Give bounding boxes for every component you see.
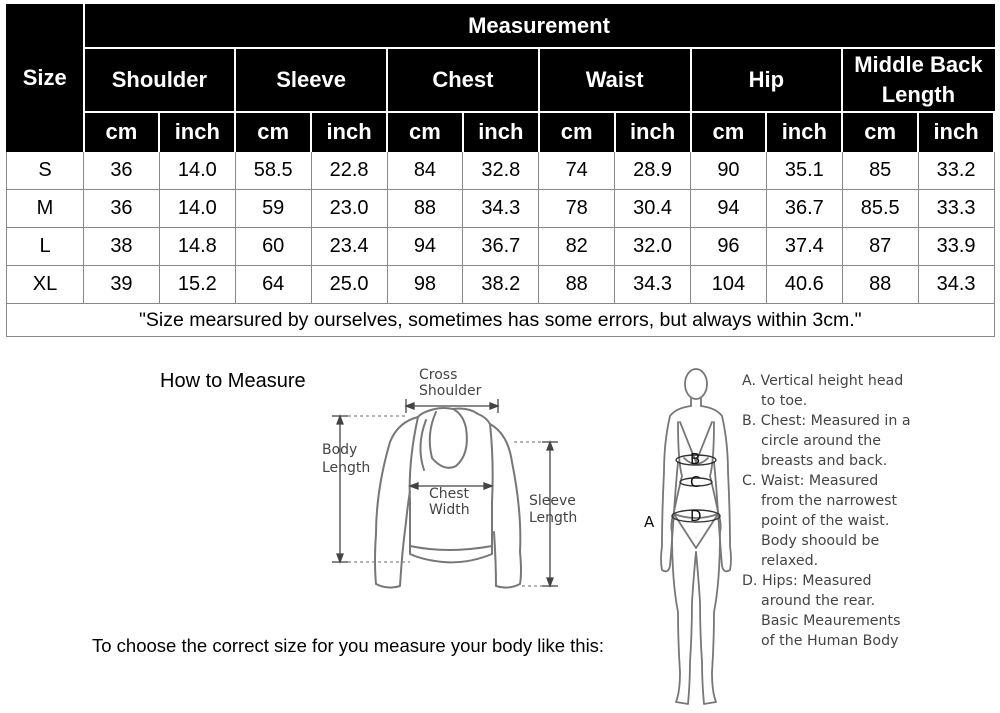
measurement-cell: 38.2 <box>463 266 539 304</box>
sleeve-length-label-1: Sleeve <box>529 493 576 509</box>
measurement-cell: 58.5 <box>235 152 311 190</box>
measurement-cell: 64 <box>235 266 311 304</box>
measurement-cell: 36 <box>84 190 160 228</box>
measurement-cell: 96 <box>691 228 767 266</box>
unit-header: cm <box>235 112 311 152</box>
group-header-sleeve: Sleeve <box>235 48 387 112</box>
measurement-cell: 60 <box>235 228 311 266</box>
measurement-cell: 94 <box>691 190 767 228</box>
body-length-label-2: Length <box>322 460 371 476</box>
body-head <box>685 369 707 399</box>
body-letter-d: D <box>690 507 702 525</box>
how-to-measure-title: How to Measure <box>160 370 306 392</box>
legend-item-line: relaxed. <box>761 553 819 569</box>
sleeve-length-label-2: Length <box>529 510 578 526</box>
measurement-cell: 74 <box>539 152 615 190</box>
measurement-cell: 22.8 <box>311 152 387 190</box>
body-letter-c: C <box>690 473 701 491</box>
unit-header: inch <box>615 112 691 152</box>
unit-header: inch <box>918 112 994 152</box>
unit-header: inch <box>766 112 842 152</box>
size-cell: L <box>7 228 84 266</box>
measurement-cell: 32.0 <box>615 228 691 266</box>
table-row <box>7 266 995 304</box>
unit-header: inch <box>311 112 387 152</box>
measurement-cell: 14.0 <box>159 190 235 228</box>
legend-item-line: Body shoould be <box>761 533 880 549</box>
measurement-cell: 14.0 <box>159 152 235 190</box>
body-length-label-1: Body <box>322 442 358 458</box>
measurement-cell: 25.0 <box>311 266 387 304</box>
legend-item-line: breasts and back. <box>761 453 888 469</box>
legend-item-line: Basic Meaurements <box>761 613 901 629</box>
legend-item-first-line: C. Waist: Measured <box>742 473 879 489</box>
body-measure-diagram <box>638 362 742 712</box>
table-row <box>7 152 995 190</box>
size-cell: S <box>7 152 84 190</box>
unit-header: inch <box>463 112 539 152</box>
measurement-cell: 34.3 <box>918 266 994 304</box>
measurement-cell: 35.1 <box>766 152 842 190</box>
measurement-cell: 32.8 <box>463 152 539 190</box>
measurement-cell: 23.4 <box>311 228 387 266</box>
sweater-right-sleeve <box>490 424 521 588</box>
measurement-cell: 94 <box>387 228 463 266</box>
measurement-cell: 28.9 <box>615 152 691 190</box>
legend-item <box>742 571 992 651</box>
chest-width-label-2: Width <box>429 502 470 518</box>
measurement-cell: 85.5 <box>842 190 918 228</box>
body-letter-a: A <box>644 513 655 531</box>
cross-shoulder-label-1: Cross <box>419 367 458 383</box>
body-letter-b: B <box>690 450 701 468</box>
measurement-cell: 38 <box>84 228 160 266</box>
measure-legend <box>742 371 992 651</box>
legend-item-first-line: B. Chest: Measured in a <box>742 413 911 429</box>
measurement-cell: 37.4 <box>766 228 842 266</box>
measurement-cell: 82 <box>539 228 615 266</box>
measurement-cell: 30.4 <box>615 190 691 228</box>
measurement-cell: 14.8 <box>159 228 235 266</box>
measurement-header: Measurement <box>84 5 995 49</box>
unit-header: inch <box>159 112 235 152</box>
legend-item <box>742 471 992 571</box>
measurement-cell: 36 <box>84 152 160 190</box>
table-row <box>7 190 995 228</box>
garment-measure-diagram <box>318 362 588 602</box>
measurement-cell: 104 <box>691 266 767 304</box>
chest-width-label-1: Chest <box>429 486 470 502</box>
body-right-leg <box>696 532 720 704</box>
measurement-cell: 87 <box>842 228 918 266</box>
legend-item-line: of the Human Body <box>761 633 899 649</box>
table-row <box>7 228 995 266</box>
size-chart-table <box>6 4 995 337</box>
group-header-chest: Chest <box>387 48 539 112</box>
sweater-neckline <box>430 409 467 468</box>
measurement-cell: 84 <box>387 152 463 190</box>
legend-item <box>742 411 992 471</box>
cross-shoulder-label-2: Shoulder <box>419 383 482 399</box>
group-header-shoulder: Shoulder <box>84 48 236 112</box>
group-header-waist: Waist <box>539 48 691 112</box>
measurement-cell: 36.7 <box>463 228 539 266</box>
choose-size-text: To choose the correct size for you measure your body like this: <box>92 635 605 656</box>
measurement-cell: 33.9 <box>918 228 994 266</box>
measurement-cell: 36.7 <box>766 190 842 228</box>
legend-item-line: circle around the <box>761 433 881 449</box>
unit-header: cm <box>842 112 918 152</box>
measurement-cell: 40.6 <box>766 266 842 304</box>
legend-item-line: around the rear. <box>761 593 876 609</box>
measurement-cell: 78 <box>539 190 615 228</box>
measurement-cell: 85 <box>842 152 918 190</box>
legend-item-line: from the narrowest <box>761 493 898 509</box>
measurement-cell: 88 <box>842 266 918 304</box>
body-left-leg <box>672 532 696 704</box>
legend-item-line: point of the waist. <box>761 513 890 529</box>
legend-item-line: to toe. <box>761 393 808 409</box>
measurement-cell: 34.3 <box>463 190 539 228</box>
unit-header: cm <box>691 112 767 152</box>
unit-header: cm <box>539 112 615 152</box>
measurement-cell: 15.2 <box>159 266 235 304</box>
measurement-cell: 88 <box>539 266 615 304</box>
group-header-middle-back-length: Middle Back Length <box>842 48 994 112</box>
group-header-hip: Hip <box>691 48 843 112</box>
body-left-arm <box>661 406 691 571</box>
size-cell: M <box>7 190 84 228</box>
size-cell: XL <box>7 266 84 304</box>
body-right-arm <box>701 406 731 571</box>
measurement-cell: 59 <box>235 190 311 228</box>
legend-item <box>742 371 992 411</box>
legend-item-first-line: D. Hips: Measured <box>742 573 872 589</box>
legend-item-first-line: A. Vertical height head <box>742 373 904 389</box>
size-column-header: Size <box>7 5 84 152</box>
measurement-cell: 33.2 <box>918 152 994 190</box>
measurement-cell: 90 <box>691 152 767 190</box>
table-note: "Size mearsured by ourselves, sometimes has some errors, but always within 3cm." <box>7 304 995 337</box>
measurement-cell: 33.3 <box>918 190 994 228</box>
measurement-cell: 23.0 <box>311 190 387 228</box>
measurement-cell: 39 <box>84 266 160 304</box>
unit-header: cm <box>387 112 463 152</box>
measurement-cell: 34.3 <box>615 266 691 304</box>
unit-header: cm <box>84 112 160 152</box>
measurement-cell: 88 <box>387 190 463 228</box>
measurement-cell: 98 <box>387 266 463 304</box>
